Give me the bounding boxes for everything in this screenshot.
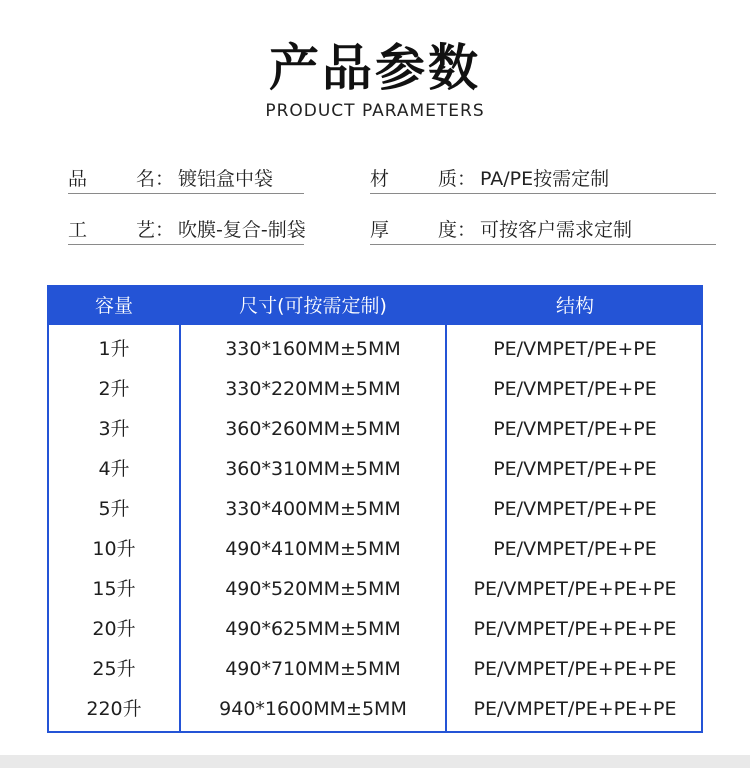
cell-structure: PE/VMPET/PE+PE+PE <box>473 578 677 600</box>
cell-capacity: 5升 <box>98 498 130 520</box>
table-row <box>49 609 701 649</box>
cell-structure: PE/VMPET/PE+PE <box>493 458 657 480</box>
cell-size: 330*160MM±5MM <box>225 338 401 360</box>
table-row <box>49 649 701 689</box>
cell-size: 490*410MM±5MM <box>225 538 401 560</box>
table-row <box>49 689 701 729</box>
field-process <box>68 216 304 245</box>
field-label-char: 名： <box>136 168 175 190</box>
cell-capacity: 2升 <box>98 378 130 400</box>
cell-size: 330*400MM±5MM <box>225 498 401 520</box>
cell-size: 330*220MM±5MM <box>225 378 401 400</box>
cell-capacity: 220升 <box>86 698 142 720</box>
page-subtitle: PRODUCT PARAMETERS <box>265 101 485 121</box>
footer-divider <box>0 755 750 768</box>
cell-capacity: 1升 <box>98 338 130 360</box>
cell-structure: PE/VMPET/PE+PE <box>493 498 657 520</box>
cell-size: 360*260MM±5MM <box>225 418 401 440</box>
field-value: 镀铝盒中袋 <box>178 168 274 190</box>
field-value: PA/PE按需定制 <box>480 168 610 190</box>
cell-structure: PE/VMPET/PE+PE+PE <box>473 698 677 720</box>
cell-size: 490*520MM±5MM <box>225 578 401 600</box>
cell-structure: PE/VMPET/PE+PE <box>493 338 657 360</box>
field-label-char: 艺： <box>136 219 175 241</box>
cell-size: 360*310MM±5MM <box>225 458 401 480</box>
cell-size: 490*625MM±5MM <box>225 618 401 640</box>
cell-capacity: 25升 <box>92 658 136 680</box>
field-label-char: 质： <box>438 168 477 190</box>
parameters-table <box>47 285 703 733</box>
cell-capacity: 4升 <box>98 458 130 480</box>
table-row <box>49 369 701 409</box>
cell-structure: PE/VMPET/PE+PE <box>493 378 657 400</box>
table-row <box>49 569 701 609</box>
field-value: 吹膜-复合-制袋 <box>178 219 306 241</box>
cell-structure: PE/VMPET/PE+PE <box>493 418 657 440</box>
field-label-char: 度： <box>438 219 477 241</box>
field-label-char: 厚 <box>370 219 390 241</box>
cell-capacity: 3升 <box>98 418 130 440</box>
field-label-char: 工 <box>68 219 88 241</box>
cell-structure: PE/VMPET/PE+PE+PE <box>473 658 677 680</box>
field-label-char: 品 <box>68 168 88 190</box>
cell-capacity: 10升 <box>92 538 136 560</box>
cell-size: 940*1600MM±5MM <box>219 698 407 720</box>
table-header <box>49 287 701 325</box>
header-structure: 结构 <box>555 295 594 317</box>
table-row <box>49 329 701 369</box>
cell-structure: PE/VMPET/PE+PE+PE <box>473 618 677 640</box>
field-value: 可按客户需求定制 <box>480 219 633 241</box>
cell-capacity: 15升 <box>92 578 136 600</box>
page-title: 产品参数 <box>269 39 481 97</box>
field-product-name <box>68 165 304 194</box>
field-label-char: 材 <box>370 168 390 190</box>
cell-size: 490*710MM±5MM <box>225 658 401 680</box>
table-row <box>49 449 701 489</box>
table-row <box>49 529 701 569</box>
field-thickness <box>370 216 716 245</box>
header-capacity: 容量 <box>94 295 133 317</box>
table-row <box>49 409 701 449</box>
header-size: 尺寸(可按需定制) <box>239 295 387 317</box>
cell-structure: PE/VMPET/PE+PE <box>493 538 657 560</box>
table-row <box>49 489 701 529</box>
cell-capacity: 20升 <box>92 618 136 640</box>
field-material <box>370 165 716 194</box>
